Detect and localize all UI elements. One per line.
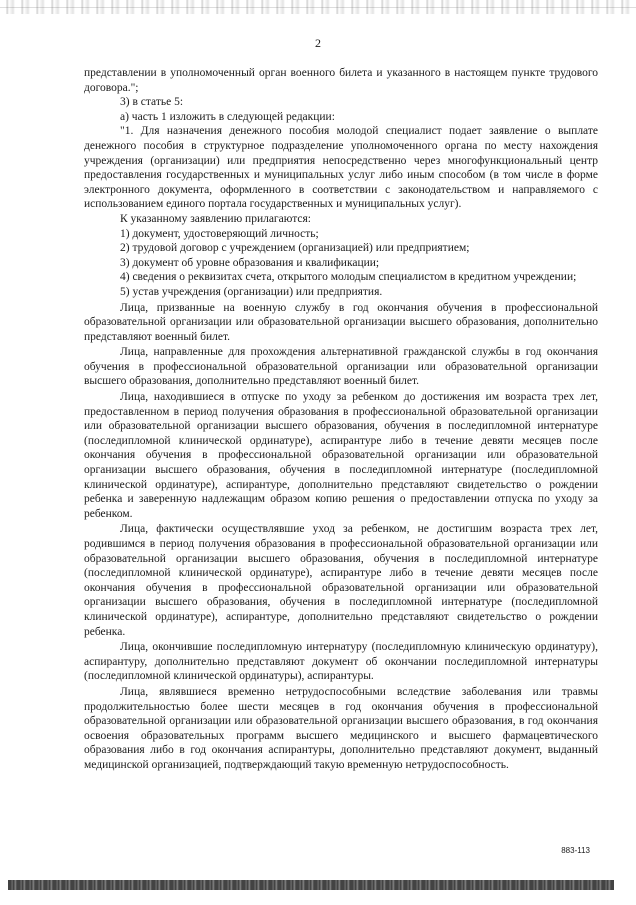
paragraph-3: а) часть 1 изложить в следующей редакции: (120, 110, 335, 123)
scan-edge-bottom (8, 880, 614, 890)
paragraph-5: К указанному заявлению прилагаются: (120, 212, 311, 225)
list-item-5: 5) устав учреждения (организации) или предприятия. (120, 285, 383, 298)
footer-code: 883-113 (561, 846, 590, 855)
list-item-4: 4) сведения о реквизитах счета, открытого молодым специалистом в кредитном учреждении; (120, 271, 577, 284)
list-item-2: 2) трудовой договор с учреждением (организацией) или предприятием; (120, 242, 470, 255)
document-body (84, 66, 598, 773)
list-item-3: 3) документ об уровне образования и квалификации; (120, 256, 380, 269)
paragraph-alternative-service: Лица, направленные для прохождения альтернативной гражданской службы в год окончания обучения в профессиональной образовательной организации или образовательной организации высшего образования, дополнительно представляют военный билет. (84, 346, 598, 388)
paragraph-1: представлении в уполномоченный орган военного билета и указанного в настоящем пункте трудового договора."; (84, 67, 598, 94)
scan-edge-top (0, 0, 636, 14)
paragraph-parental-leave: Лица, находившиеся в отпуске по уходу за ребенком до достижения им возраста трех лет, предоставленном в период получения образования в профессиональной образовательной организации или образовательной организации высшего образования, обучения в последипломной интернатуре (последипломной клинической ординатуре), аспирантуре либо в течение девяти месяцев после окончания обучения в профессиональной образовательной организации или образовательной организации высшего образования, обучения в последипломной интернатуре (последипломной клинической ординатуре), аспирантуре, дополнительно представляют свидетельство о рождении ребенка и заверенную надлежащим образом копию решения о предоставлении отпуска по уходу за ребенком. (84, 391, 598, 520)
paragraph-military: Лица, призванные на военную службу в год окончания обучения в профессиональной образовательной организации или образовательной организации высшего образования, дополнительно представляют военный билет. (84, 301, 598, 343)
paragraph-disability: Лица, являвшиеся временно нетрудоспособными вследствие заболевания или травмы продолжительностью более шести месяцев в год окончания обучения в профессиональной образовательной организации или образовательной организации высшего образования, в год окончания освоения образовательных программ высшего медицинского и высшего фармацевтического образования либо в год окончания аспирантуры, дополнительно представляют документ, выданный медицинской организацией, подтверждающий такую временную нетрудоспособность. (84, 685, 598, 771)
paragraph-2: 3) в статье 5: (120, 96, 184, 109)
paragraph-4: "1. Для назначения денежного пособия молодой специалист подает заявление о выплате денежного пособия в структурное подразделение уполномоченного органа по месту нахождения учреждения (организации) или предприятия непосредственно через многофункциональный центр предоставления государственных и муниципальных услуг либо иным способом (в том числе в форме электронного документа, оформленного в соответствии с законодательством и направляемого с использованием единого портала государственных и муниципальных услуг). (84, 125, 598, 211)
page-number: 2 (315, 36, 321, 50)
paragraph-internship: Лица, окончившие последипломную интернатуру (последипломную клиническую ординатуру), аспирантуру, дополнительно представляют документ об окончании последипломной интернатуры (последипломной клинической ординатуры), аспирантуры. (84, 641, 598, 683)
paragraph-childcare: Лица, фактически осуществлявшие уход за ребенком, не достигшим возраста трех лет, родившимся в период получения образования в профессиональной образовательной организации или образовательной организации высшего образования, обучения в последипломной интернатуре (последипломной клинической ординатуре), аспирантуре либо в течение девяти месяцев после окончания обучения в профессиональной образовательной организации или образовательной организации высшего образования, обучения в последипломной интернатуре (последипломной клинической ординатуре), аспирантуре, дополнительно представляют свидетельство о рождении ребенка. (84, 523, 598, 638)
list-item-1: 1) документ, удостоверяющий личность; (120, 227, 319, 240)
